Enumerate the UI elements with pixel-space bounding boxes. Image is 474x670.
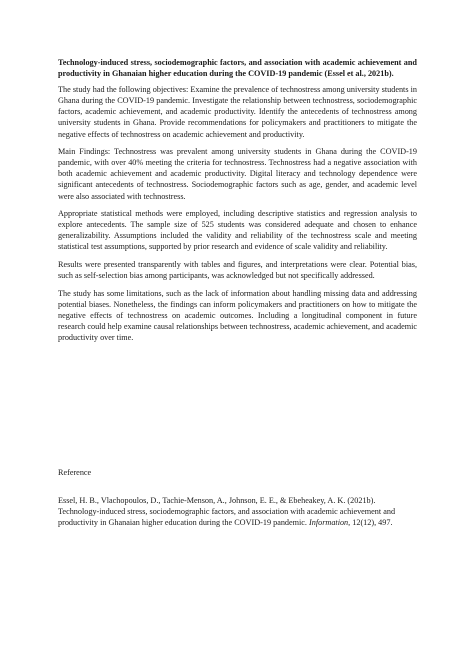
paragraph-methods: Appropriate statistical methods were employed, including descriptive statistics and regression analysis to explore antecedents. The sample size of 525 students was considered adequate and chosen to enhance generalizability. Assumptions included the validity and reliability of the technostress scale and meeting statistical test assumptions, supported by prior research and evidence of scale validity and reliability.: [58, 209, 417, 252]
paragraph-limitations: The study has some limitations, such as the lack of information about handling missing data and addressing potential biases. Nonetheless, the findings can inform policymakers and practitioners on how to mitigate the negative effects of technostress on academic outcomes. Including a longitudinal component in future research could help examine causal relationships between technostress, academic achievement, and academic productivity over time.: [58, 288, 417, 343]
document-title: Technology-induced stress, sociodemographic factors, and association with academic achievement and productivity in Ghanaian higher education during the COVID-19 pandemic (Essel et al., 2021b).: [58, 58, 417, 79]
paragraph-main-findings: Main Findings: Technostress was prevalent among university students in Ghana during the COVID-19 pandemic, with over 40% meeting the criteria for technostress. Technostress had a negative association with both academic achievement and academic productivity. Digital literacy and technology dependence were significant antecedents of technostress. Sociodemographic factors such as age, gender, and academic level were also associated with technostress.: [58, 147, 417, 201]
citation-main: Essel, H. B., Vlachopoulos, D., Tachie-Menson, A., Johnson, E. E., & Ebeheakey, A. K. (2021b). Technology-induced stress, sociodemographic factors, and association with academic achievement and productivity in Ghanaian higher education during the COVID-19 pandemic.: [58, 496, 396, 528]
citation-journal: Information: [309, 518, 349, 528]
reference-heading: Reference: [58, 468, 92, 477]
reference-citation: [58, 495, 417, 528]
document-body: [58, 57, 417, 343]
paragraph-results: Results were presented transparently with tables and figures, and interpretations were clear. Potential bias, such as self-selection bias among participants, was acknowledged but not specifically addressed.: [58, 260, 417, 281]
paragraph-objectives: The study had the following objectives: Examine the prevalence of technostress among university students in Ghana during the COVID-19 pandemic. Investigate the relationship between technostress, sociodemographic factors, academic achievement, and academic productivity. Identify the antecedents of technostress among university students in Ghana. Provide recommendations for policymakers and practitioners to mitigate the negative effects of technostress on academic achievement and productivity.: [58, 85, 417, 139]
citation-tail: , 12(12), 497.: [348, 518, 393, 528]
